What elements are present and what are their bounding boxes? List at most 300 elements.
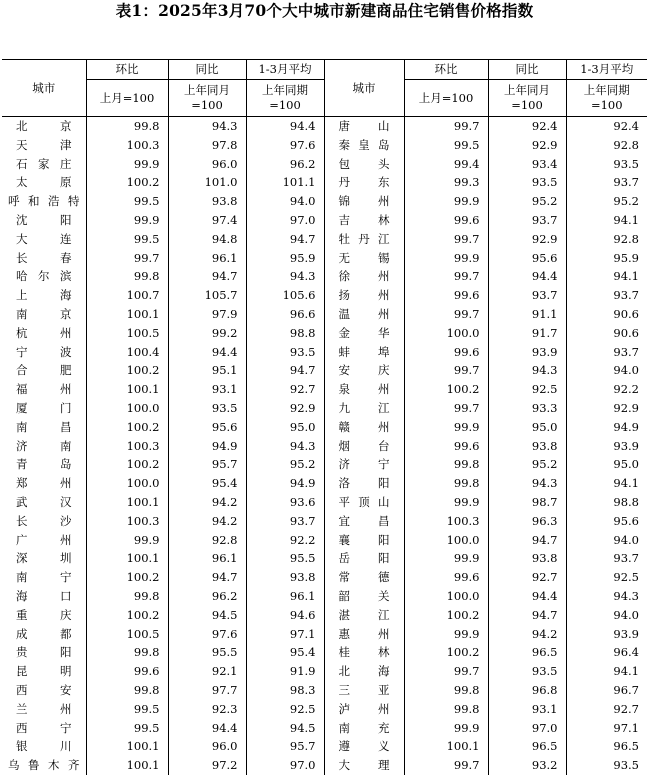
table-row: [2, 662, 647, 681]
avg-index-cell: 93.9: [566, 437, 647, 456]
mom-index-cell: 99.3: [404, 173, 488, 192]
yoy-index-cell: 94.3: [488, 361, 566, 380]
header-mom-left: 环比: [86, 60, 168, 80]
yoy-index-cell: 96.5: [488, 643, 566, 662]
avg-index-cell: 93.7: [566, 173, 647, 192]
city-name-cell: 九江: [324, 399, 404, 418]
header-row-1: [2, 60, 647, 80]
city-name-cell: 银川: [16, 739, 72, 754]
yoy-index-cell: 94.8: [168, 230, 246, 249]
city-name-cell: 石家庄: [16, 156, 72, 171]
city-name-cell: 吉林: [324, 211, 404, 230]
avg-index-cell: 94.0: [566, 361, 647, 380]
mom-index-cell: 99.8: [86, 267, 168, 286]
mom-index-cell: 99.5: [86, 719, 168, 738]
yoy-index-cell: 93.8: [488, 549, 566, 568]
yoy-index-cell: 95.4: [168, 474, 246, 493]
avg-index-cell: 92.7: [566, 700, 647, 719]
mom-index-cell: 99.6: [404, 286, 488, 305]
yoy-index-cell: 96.1: [168, 549, 246, 568]
mom-index-cell: 100.1: [86, 305, 168, 324]
city-name-cell: 牡丹江: [324, 230, 404, 249]
city-name-cell: 唐山: [324, 117, 404, 136]
mom-index-cell: 100.1: [86, 549, 168, 568]
yoy-index-cell: 92.1: [168, 662, 246, 681]
city-name-cell: 金华: [324, 324, 404, 343]
avg-index-cell: 98.8: [566, 493, 647, 512]
header-avg-base-left: [246, 80, 324, 117]
city-name-cell: 贵阳: [16, 645, 72, 660]
avg-index-cell: 95.6: [566, 512, 647, 531]
yoy-index-cell: 93.7: [488, 211, 566, 230]
table-row: [2, 737, 647, 756]
yoy-index-cell: 95.2: [488, 455, 566, 474]
mom-index-cell: 99.9: [404, 719, 488, 738]
table-row: [2, 493, 647, 512]
yoy-index-cell: 92.5: [488, 380, 566, 399]
city-name-cell: 扬州: [324, 286, 404, 305]
city-name-cell: 长春: [16, 250, 72, 265]
avg-index-cell: 96.7: [566, 681, 647, 700]
header-avg-base-line2: =100: [269, 98, 301, 112]
avg-index-cell: 94.3: [246, 267, 324, 286]
city-name-cell: 秦皇岛: [324, 136, 404, 155]
yoy-index-cell: 94.2: [168, 493, 246, 512]
yoy-index-cell: 94.9: [168, 437, 246, 456]
table-body: [2, 117, 647, 775]
yoy-index-cell: 96.5: [488, 737, 566, 756]
yoy-index-cell: 91.1: [488, 305, 566, 324]
avg-index-cell: 98.8: [246, 324, 324, 343]
yoy-index-cell: 97.9: [168, 305, 246, 324]
avg-index-cell: 94.7: [246, 361, 324, 380]
mom-index-cell: 99.9: [86, 531, 168, 550]
table-row: [2, 531, 647, 550]
table-row: [2, 399, 647, 418]
table-row: [2, 305, 647, 324]
yoy-index-cell: 93.9: [488, 343, 566, 362]
avg-index-cell: 94.0: [566, 531, 647, 550]
mom-index-cell: 99.9: [86, 211, 168, 230]
yoy-index-cell: 99.2: [168, 324, 246, 343]
header-avg-base-line1: 上年同期: [583, 83, 630, 97]
mom-index-cell: 100.2: [404, 380, 488, 399]
header-yoy-base-left: [168, 80, 246, 117]
avg-index-cell: 95.7: [246, 737, 324, 756]
avg-index-cell: 95.9: [246, 249, 324, 268]
city-name-cell: 合肥: [16, 363, 72, 378]
table-row: [2, 681, 647, 700]
mom-index-cell: 100.5: [86, 324, 168, 343]
mom-index-cell: 100.3: [86, 512, 168, 531]
mom-index-cell: 100.2: [86, 418, 168, 437]
avg-index-cell: 96.2: [246, 155, 324, 174]
city-name-cell: 洛阳: [324, 474, 404, 493]
avg-index-cell: 92.8: [566, 136, 647, 155]
mom-index-cell: 99.5: [86, 700, 168, 719]
avg-index-cell: 92.9: [566, 399, 647, 418]
avg-index-cell: 92.5: [246, 700, 324, 719]
mom-index-cell: 99.7: [404, 305, 488, 324]
mom-index-cell: 99.9: [404, 493, 488, 512]
table-row: [2, 643, 647, 662]
table-row: [2, 568, 647, 587]
yoy-index-cell: 97.4: [168, 211, 246, 230]
mom-index-cell: 99.7: [404, 662, 488, 681]
avg-index-cell: 95.0: [246, 418, 324, 437]
yoy-index-cell: 92.3: [168, 700, 246, 719]
yoy-index-cell: 92.9: [488, 230, 566, 249]
avg-index-cell: 93.7: [246, 512, 324, 531]
mom-index-cell: 99.7: [404, 756, 488, 775]
avg-index-cell: 94.7: [246, 230, 324, 249]
avg-index-cell: 90.6: [566, 324, 647, 343]
yoy-index-cell: 93.8: [168, 192, 246, 211]
document-title: 表1：2025年3月70个大中城市新建商品住宅销售价格指数: [115, 1, 534, 20]
yoy-index-cell: 94.2: [168, 512, 246, 531]
yoy-index-cell: 97.2: [168, 756, 246, 775]
mom-index-cell: 99.6: [404, 437, 488, 456]
yoy-index-cell: 93.8: [488, 437, 566, 456]
city-name-cell: 泉州: [324, 380, 404, 399]
table-row: [2, 117, 647, 136]
table-row: [2, 437, 647, 456]
header-yoy-base-line1: 上年同月: [504, 83, 550, 97]
mom-index-cell: 99.8: [86, 681, 168, 700]
avg-index-cell: 90.6: [566, 305, 647, 324]
city-name-cell: 武汉: [16, 494, 72, 509]
header-yoy-base-line2: =100: [191, 98, 223, 112]
city-name-cell: 哈尔滨: [16, 269, 72, 284]
city-name-cell: 无锡: [324, 249, 404, 268]
city-name-cell: 遵义: [324, 737, 404, 756]
city-name-cell: 常德: [324, 568, 404, 587]
city-name-cell: 杭州: [16, 325, 72, 340]
yoy-index-cell: 93.1: [168, 380, 246, 399]
mom-index-cell: 100.2: [86, 173, 168, 192]
yoy-index-cell: 96.3: [488, 512, 566, 531]
mom-index-cell: 99.6: [404, 568, 488, 587]
mom-index-cell: 99.8: [404, 455, 488, 474]
avg-index-cell: 94.9: [566, 418, 647, 437]
avg-index-cell: 97.1: [566, 719, 647, 738]
avg-index-cell: 94.1: [566, 211, 647, 230]
header-avg-left: 1-3月平均: [246, 60, 324, 80]
mom-index-cell: 99.7: [404, 230, 488, 249]
city-name-cell: 包头: [324, 155, 404, 174]
avg-index-cell: 95.5: [246, 549, 324, 568]
table-row: [2, 549, 647, 568]
city-name-cell: 宁波: [16, 344, 72, 359]
header-city-left: 城市: [2, 60, 86, 117]
table-row: [2, 606, 647, 625]
table-row: [2, 155, 647, 174]
city-name-cell: 赣州: [324, 418, 404, 437]
avg-index-cell: 91.9: [246, 662, 324, 681]
city-name-cell: 北京: [16, 119, 72, 133]
avg-index-cell: 97.1: [246, 625, 324, 644]
header-yoy-base-line1: 上年同月: [184, 83, 230, 97]
yoy-index-cell: 95.2: [488, 192, 566, 211]
avg-index-cell: 92.2: [246, 531, 324, 550]
header-avg-base-line2: =100: [590, 98, 623, 112]
yoy-index-cell: 91.7: [488, 324, 566, 343]
city-name-cell: 大连: [16, 231, 72, 246]
city-name-cell: 烟台: [324, 437, 404, 456]
yoy-index-cell: 96.0: [168, 737, 246, 756]
city-name-cell: 兰州: [16, 701, 72, 716]
avg-index-cell: 94.4: [246, 117, 324, 136]
avg-index-cell: 96.1: [246, 587, 324, 606]
yoy-index-cell: 94.5: [168, 606, 246, 625]
avg-index-cell: 97.0: [246, 756, 324, 775]
avg-index-cell: 93.9: [566, 625, 647, 644]
table-row: [2, 418, 647, 437]
avg-index-cell: 94.1: [566, 662, 647, 681]
avg-index-cell: 97.0: [246, 211, 324, 230]
yoy-index-cell: 92.9: [488, 136, 566, 155]
mom-index-cell: 99.8: [86, 643, 168, 662]
table-row: [2, 173, 647, 192]
city-name-cell: 上海: [16, 288, 72, 303]
city-name-cell: 襄阳: [324, 531, 404, 550]
yoy-index-cell: 94.3: [168, 117, 246, 136]
city-name-cell: 乌鲁木齐: [8, 758, 80, 773]
avg-index-cell: 94.1: [566, 474, 647, 493]
mom-index-cell: 100.0: [86, 399, 168, 418]
yoy-index-cell: 94.3: [488, 474, 566, 493]
yoy-index-cell: 94.4: [488, 267, 566, 286]
yoy-index-cell: 95.5: [168, 643, 246, 662]
mom-index-cell: 100.2: [404, 606, 488, 625]
header-mom-right: 环比: [404, 60, 488, 80]
city-name-cell: 安庆: [324, 361, 404, 380]
mom-index-cell: 100.5: [86, 625, 168, 644]
city-name-cell: 锦州: [324, 192, 404, 211]
avg-index-cell: 95.4: [246, 643, 324, 662]
city-name-cell: 大理: [324, 756, 404, 775]
mom-index-cell: 100.7: [86, 286, 168, 305]
table-row: [2, 361, 647, 380]
city-name-cell: 平顶山: [324, 493, 404, 512]
mom-index-cell: 100.1: [86, 493, 168, 512]
mom-index-cell: 100.2: [404, 643, 488, 662]
mom-index-cell: 99.7: [404, 267, 488, 286]
yoy-index-cell: 93.1: [488, 700, 566, 719]
mom-index-cell: 100.0: [86, 474, 168, 493]
table-row: [2, 474, 647, 493]
city-name-cell: 温州: [324, 305, 404, 324]
avg-index-cell: 93.8: [246, 568, 324, 587]
mom-index-cell: 100.4: [86, 343, 168, 362]
mom-index-cell: 100.2: [86, 568, 168, 587]
yoy-index-cell: 96.1: [168, 249, 246, 268]
avg-index-cell: 94.3: [246, 437, 324, 456]
mom-index-cell: 100.0: [404, 324, 488, 343]
table-row: [2, 267, 647, 286]
yoy-index-cell: 93.5: [488, 662, 566, 681]
city-name-cell: 徐州: [324, 267, 404, 286]
table-row: [2, 192, 647, 211]
table-row: [2, 249, 647, 268]
avg-index-cell: 92.4: [566, 117, 647, 136]
mom-index-cell: 99.9: [86, 155, 168, 174]
yoy-index-cell: 94.2: [488, 625, 566, 644]
avg-index-cell: 93.7: [566, 286, 647, 305]
avg-index-cell: 94.0: [566, 606, 647, 625]
mom-index-cell: 99.7: [86, 249, 168, 268]
mom-index-cell: 99.6: [404, 211, 488, 230]
mom-index-cell: 99.9: [404, 192, 488, 211]
city-name-cell: 天津: [16, 137, 72, 152]
yoy-index-cell: 92.7: [488, 568, 566, 587]
table-row: [2, 700, 647, 719]
city-name-cell: 厦门: [16, 400, 72, 415]
city-name-cell: 福州: [16, 382, 72, 397]
city-name-cell: 深圳: [16, 551, 72, 566]
avg-index-cell: 97.6: [246, 136, 324, 155]
yoy-index-cell: 94.7: [488, 606, 566, 625]
mom-index-cell: 100.1: [86, 737, 168, 756]
avg-index-cell: 94.6: [246, 606, 324, 625]
yoy-index-cell: 93.5: [488, 173, 566, 192]
yoy-index-cell: 94.4: [488, 587, 566, 606]
yoy-index-cell: 101.0: [168, 173, 246, 192]
avg-index-cell: 94.5: [246, 719, 324, 738]
avg-index-cell: 93.7: [566, 343, 647, 362]
avg-index-cell: 96.5: [566, 737, 647, 756]
mom-index-cell: 100.1: [404, 737, 488, 756]
city-name-cell: 南宁: [16, 570, 72, 585]
mom-index-cell: 99.5: [404, 136, 488, 155]
table-row: [2, 343, 647, 362]
city-name-cell: 青岛: [16, 457, 72, 472]
table-row: [2, 380, 647, 399]
city-name-cell: 蚌埠: [324, 343, 404, 362]
city-name-cell: 宜昌: [324, 512, 404, 531]
header-avg-right: 1-3月平均: [566, 60, 647, 80]
yoy-index-cell: 94.4: [168, 343, 246, 362]
yoy-index-cell: 93.5: [168, 399, 246, 418]
city-name-cell: 沈阳: [16, 212, 72, 227]
table-row: [2, 211, 647, 230]
city-name-cell: 北海: [324, 662, 404, 681]
city-name-cell: 桂林: [324, 643, 404, 662]
avg-index-cell: 92.5: [566, 568, 647, 587]
header-city-right: 城市: [324, 60, 404, 117]
mom-index-cell: 99.8: [404, 700, 488, 719]
yoy-index-cell: 94.7: [168, 568, 246, 587]
mom-index-cell: 99.9: [404, 418, 488, 437]
mom-index-cell: 100.3: [404, 512, 488, 531]
yoy-index-cell: 105.7: [168, 286, 246, 305]
yoy-index-cell: 94.7: [168, 267, 246, 286]
mom-index-cell: 99.5: [86, 230, 168, 249]
avg-index-cell: 98.3: [246, 681, 324, 700]
header-yoy-base-line2: =100: [511, 98, 543, 112]
avg-index-cell: 92.8: [566, 230, 647, 249]
city-name-cell: 长沙: [16, 513, 72, 528]
avg-index-cell: 95.2: [566, 192, 647, 211]
yoy-index-cell: 97.7: [168, 681, 246, 700]
header-mom-base-left: 上月=100: [86, 80, 168, 117]
mom-index-cell: 99.9: [404, 625, 488, 644]
mom-index-cell: 100.0: [404, 531, 488, 550]
mom-index-cell: 100.2: [86, 455, 168, 474]
price-index-table: [2, 59, 647, 775]
header-yoy-base-right: [488, 80, 566, 117]
header-avg-base-line1: 上年同期: [262, 83, 308, 97]
mom-index-cell: 99.9: [404, 249, 488, 268]
mom-index-cell: 100.2: [86, 606, 168, 625]
mom-index-cell: 100.1: [86, 756, 168, 775]
city-name-cell: 呼和浩特: [8, 194, 80, 209]
yoy-index-cell: 92.4: [488, 117, 566, 136]
mom-index-cell: 99.5: [86, 192, 168, 211]
table-row: [2, 719, 647, 738]
city-name-cell: 三亚: [324, 681, 404, 700]
mom-index-cell: 99.6: [404, 343, 488, 362]
city-name-cell: 泸州: [324, 700, 404, 719]
city-name-cell: 南昌: [16, 419, 72, 434]
avg-index-cell: 93.6: [246, 493, 324, 512]
yoy-index-cell: 95.6: [168, 418, 246, 437]
avg-index-cell: 95.2: [246, 455, 324, 474]
city-name-cell: 郑州: [16, 476, 72, 491]
city-name-cell: 岳阳: [324, 549, 404, 568]
city-name-cell: 南充: [324, 719, 404, 738]
city-name-cell: 韶关: [324, 587, 404, 606]
city-name-cell: 济南: [16, 438, 72, 453]
mom-index-cell: 100.3: [86, 437, 168, 456]
city-name-cell: 丹东: [324, 173, 404, 192]
mom-index-cell: 99.8: [86, 117, 168, 136]
yoy-index-cell: 93.3: [488, 399, 566, 418]
avg-index-cell: 93.5: [246, 343, 324, 362]
city-name-cell: 西宁: [16, 720, 72, 735]
header-mom-base-right: 上月=100: [404, 80, 488, 117]
avg-index-cell: 94.9: [246, 474, 324, 493]
city-name-cell: 重庆: [16, 607, 72, 622]
yoy-index-cell: 95.6: [488, 249, 566, 268]
table-row: [2, 625, 647, 644]
table-row: [2, 286, 647, 305]
city-name-cell: 西安: [16, 682, 72, 697]
table-row: [2, 455, 647, 474]
city-name-cell: 济宁: [324, 455, 404, 474]
yoy-index-cell: 97.8: [168, 136, 246, 155]
avg-index-cell: 105.6: [246, 286, 324, 305]
city-name-cell: 惠州: [324, 625, 404, 644]
mom-index-cell: 99.7: [404, 117, 488, 136]
yoy-index-cell: 94.4: [168, 719, 246, 738]
table-row: [2, 230, 647, 249]
yoy-index-cell: 97.6: [168, 625, 246, 644]
table-row: [2, 512, 647, 531]
city-name-cell: 南京: [16, 306, 72, 321]
yoy-index-cell: 96.8: [488, 681, 566, 700]
header-yoy-right: 同比: [488, 60, 566, 80]
yoy-index-cell: 93.7: [488, 286, 566, 305]
avg-index-cell: 96.6: [246, 305, 324, 324]
header-avg-base-right: [566, 80, 647, 117]
avg-index-cell: 93.7: [566, 549, 647, 568]
yoy-index-cell: 92.8: [168, 531, 246, 550]
yoy-index-cell: 94.7: [488, 531, 566, 550]
yoy-index-cell: 93.2: [488, 756, 566, 775]
mom-index-cell: 99.4: [404, 155, 488, 174]
avg-index-cell: 96.4: [566, 643, 647, 662]
